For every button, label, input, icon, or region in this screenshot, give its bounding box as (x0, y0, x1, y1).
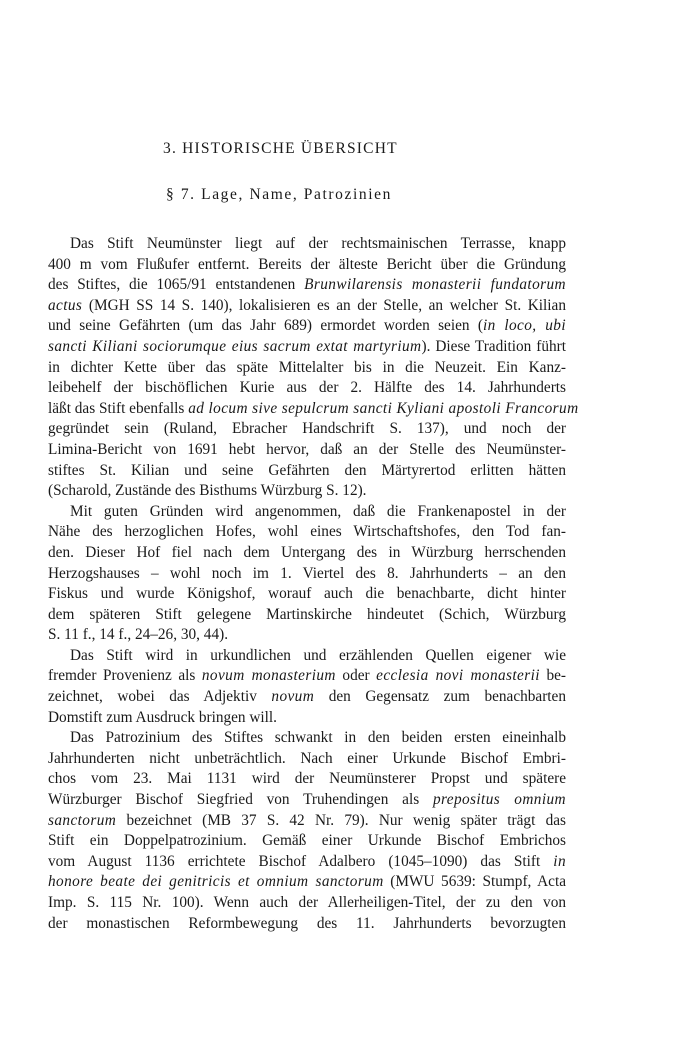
latin-quote: honore beate dei genitricis et omnium sanctorum (48, 873, 384, 891)
text-segment: in dichter Kette über das späte Mittelalter bis in die Neuzeit. Ein Kanz- (48, 358, 566, 376)
text-line (48, 399, 579, 420)
section-title: § 7. Lage, Name, Patrozinien (166, 186, 393, 203)
text-line (48, 605, 566, 626)
text-line (48, 440, 566, 461)
text-segment: Mit guten Gründen wird angenommen, daß die Frankenapostel in der (70, 502, 566, 520)
text-segment: dem späteren Stift gelegene Martinskirche hindeutet (Schich, Würzburg (48, 605, 566, 623)
text-line (48, 893, 566, 914)
text-segment: Nähe des herzoglichen Hofes, wohl eines Wirtschaftshofes, den Tod fan- (48, 523, 566, 541)
text-segment: Jahrhunderten nicht unbeträchtlich. Nach einer Urkunde Bischof Embri- (48, 749, 566, 767)
text-segment: Fiskus und wurde Königshof, worauf auch die benachbarte, dicht hinter (48, 585, 566, 603)
text-line (48, 852, 566, 873)
latin-quote: in (553, 852, 566, 870)
text-segment: läßt das Stift ebenfalls (48, 399, 189, 417)
text-segment: Würzburger Bischof Siegfried von Truhendingen als (48, 791, 433, 809)
text-segment: Domstift zum Ausdruck bringen will. (48, 708, 278, 726)
text-line (48, 461, 566, 482)
text-segment: Stift ein Doppelpatrozinium. Gemäß einer Urkunde Bischof Embrichos (48, 832, 566, 850)
text-line (48, 872, 566, 893)
text-line (48, 275, 566, 296)
latin-quote: ad locum sive sepulcrum sancti Kyliani apostoli Francorum (188, 399, 579, 417)
text-line (48, 316, 566, 337)
chapter-title: 3. HISTORISCHE ÜBERSICHT (163, 140, 398, 157)
text-segment: (MGH SS 14 S. 140), lokalisieren es an der Stelle, an welcher St. Kilian (82, 296, 566, 314)
text-segment: den. Dieser Hof fiel nach dem Untergang des in Würzburg herrschenden (48, 543, 566, 561)
text-segment: Herzogshauses – wohl noch im 1. Viertel des 8. Jahrhunderts – an den (48, 564, 566, 582)
text-segment: der monastischen Reformbewegung des 11. Jahrhunderts bevorzugten (48, 914, 566, 932)
text-line (48, 522, 566, 543)
text-segment: bezeichnet (MB 37 S. 42 Nr. 79). Nur wenig später trägt das (116, 811, 566, 829)
latin-quote: sancti Kiliani sociorumque eius sacrum extat martyrium (48, 337, 422, 355)
text-line (48, 564, 566, 585)
text-line (48, 584, 566, 605)
text-line (48, 831, 566, 852)
text-segment: fremder Provenienz als (48, 667, 202, 685)
text-segment: (MWU 5639: Stumpf, Acta (383, 873, 566, 891)
text-segment: Das Stift Neumünster liegt auf der rechtsmainischen Terrasse, knapp (70, 235, 566, 252)
text-segment: Imp. S. 115 Nr. 100). Wenn auch der Allerheiligen-Titel, der zu den von (48, 894, 566, 911)
text-segment: gegründet sein (Ruland, Ebracher Handschrift S. 137), und noch der (48, 420, 566, 438)
text-line (48, 749, 566, 770)
text-line (48, 790, 566, 811)
latin-quote: in loco, ubi (482, 317, 566, 335)
text-segment: be- (539, 667, 566, 685)
text-line (48, 358, 566, 379)
text-line (48, 481, 566, 502)
latin-quote: sanctorum (48, 811, 117, 829)
text-segment: chos vom 23. Mai 1131 wird der Neumünsterer Propst und spätere (48, 770, 566, 788)
text-line (48, 914, 566, 935)
text-segment: Limina-Bericht von 1691 hebt hervor, daß an der Stelle des Neumünster- (48, 440, 566, 458)
latin-quote: prepositus omnium (432, 791, 566, 809)
text-segment: stiftes St. Kilian und seine Gefährten den Märtyrertod erlitten hätten (48, 461, 566, 479)
text-line (48, 255, 566, 276)
text-line (48, 296, 566, 317)
text-line (48, 728, 566, 749)
text-line (48, 378, 566, 399)
text-segment: den Gegensatz zum benachbarten (314, 688, 566, 706)
latin-quote: novum monasterium (201, 667, 336, 685)
text-line (48, 708, 566, 729)
text-line (48, 811, 566, 832)
text-segment: leibehelf der bischöflichen Kurie aus der 2. Hälfte des 14. Jahrhunderts (48, 379, 566, 397)
text-line (48, 419, 566, 440)
text-segment: Das Stift wird in urkundlichen und erzählenden Quellen eigener wie (70, 646, 566, 664)
text-line (48, 502, 566, 523)
text-segment: und seine Gefährten (um das Jahr 689) ermordet worden seien ( (48, 317, 483, 335)
text-segment: vom August 1136 errichtete Bischof Adalbero (1045–1090) das Stift (48, 852, 554, 870)
text-line (48, 234, 566, 255)
latin-quote: actus (48, 296, 83, 314)
text-line (48, 543, 566, 564)
text-segment: 400 m vom Flußufer entfernt. Bereits der älteste Bericht über die Gründung (48, 255, 566, 273)
text-line (48, 687, 566, 708)
text-segment: des Stiftes, die 1065/91 entstandenen (48, 276, 305, 294)
text-line (48, 769, 566, 790)
text-line (48, 625, 566, 646)
text-segment: Das Patrozinium des Stiftes schwankt in den beiden ersten eineinhalb (70, 729, 566, 747)
latin-quote: ecclesia novi monasterii (376, 667, 540, 685)
body-text (48, 234, 579, 934)
latin-quote: novum (271, 688, 315, 706)
text-segment: oder (335, 667, 377, 685)
text-line (48, 666, 566, 687)
text-segment: zeichnet, wobei das Adjektiv (48, 688, 272, 706)
text-line (48, 337, 566, 358)
text-segment: S. 11 f., 14 f., 24–26, 30, 44). (48, 626, 229, 644)
latin-quote: Brunwilarensis monasterii fundatorum (304, 276, 566, 294)
text-segment: (Scharold, Zustände des Bisthums Würzburg S. 12). (48, 482, 367, 500)
text-segment: ). Diese Tradition führt (421, 337, 566, 355)
text-line (48, 646, 566, 667)
